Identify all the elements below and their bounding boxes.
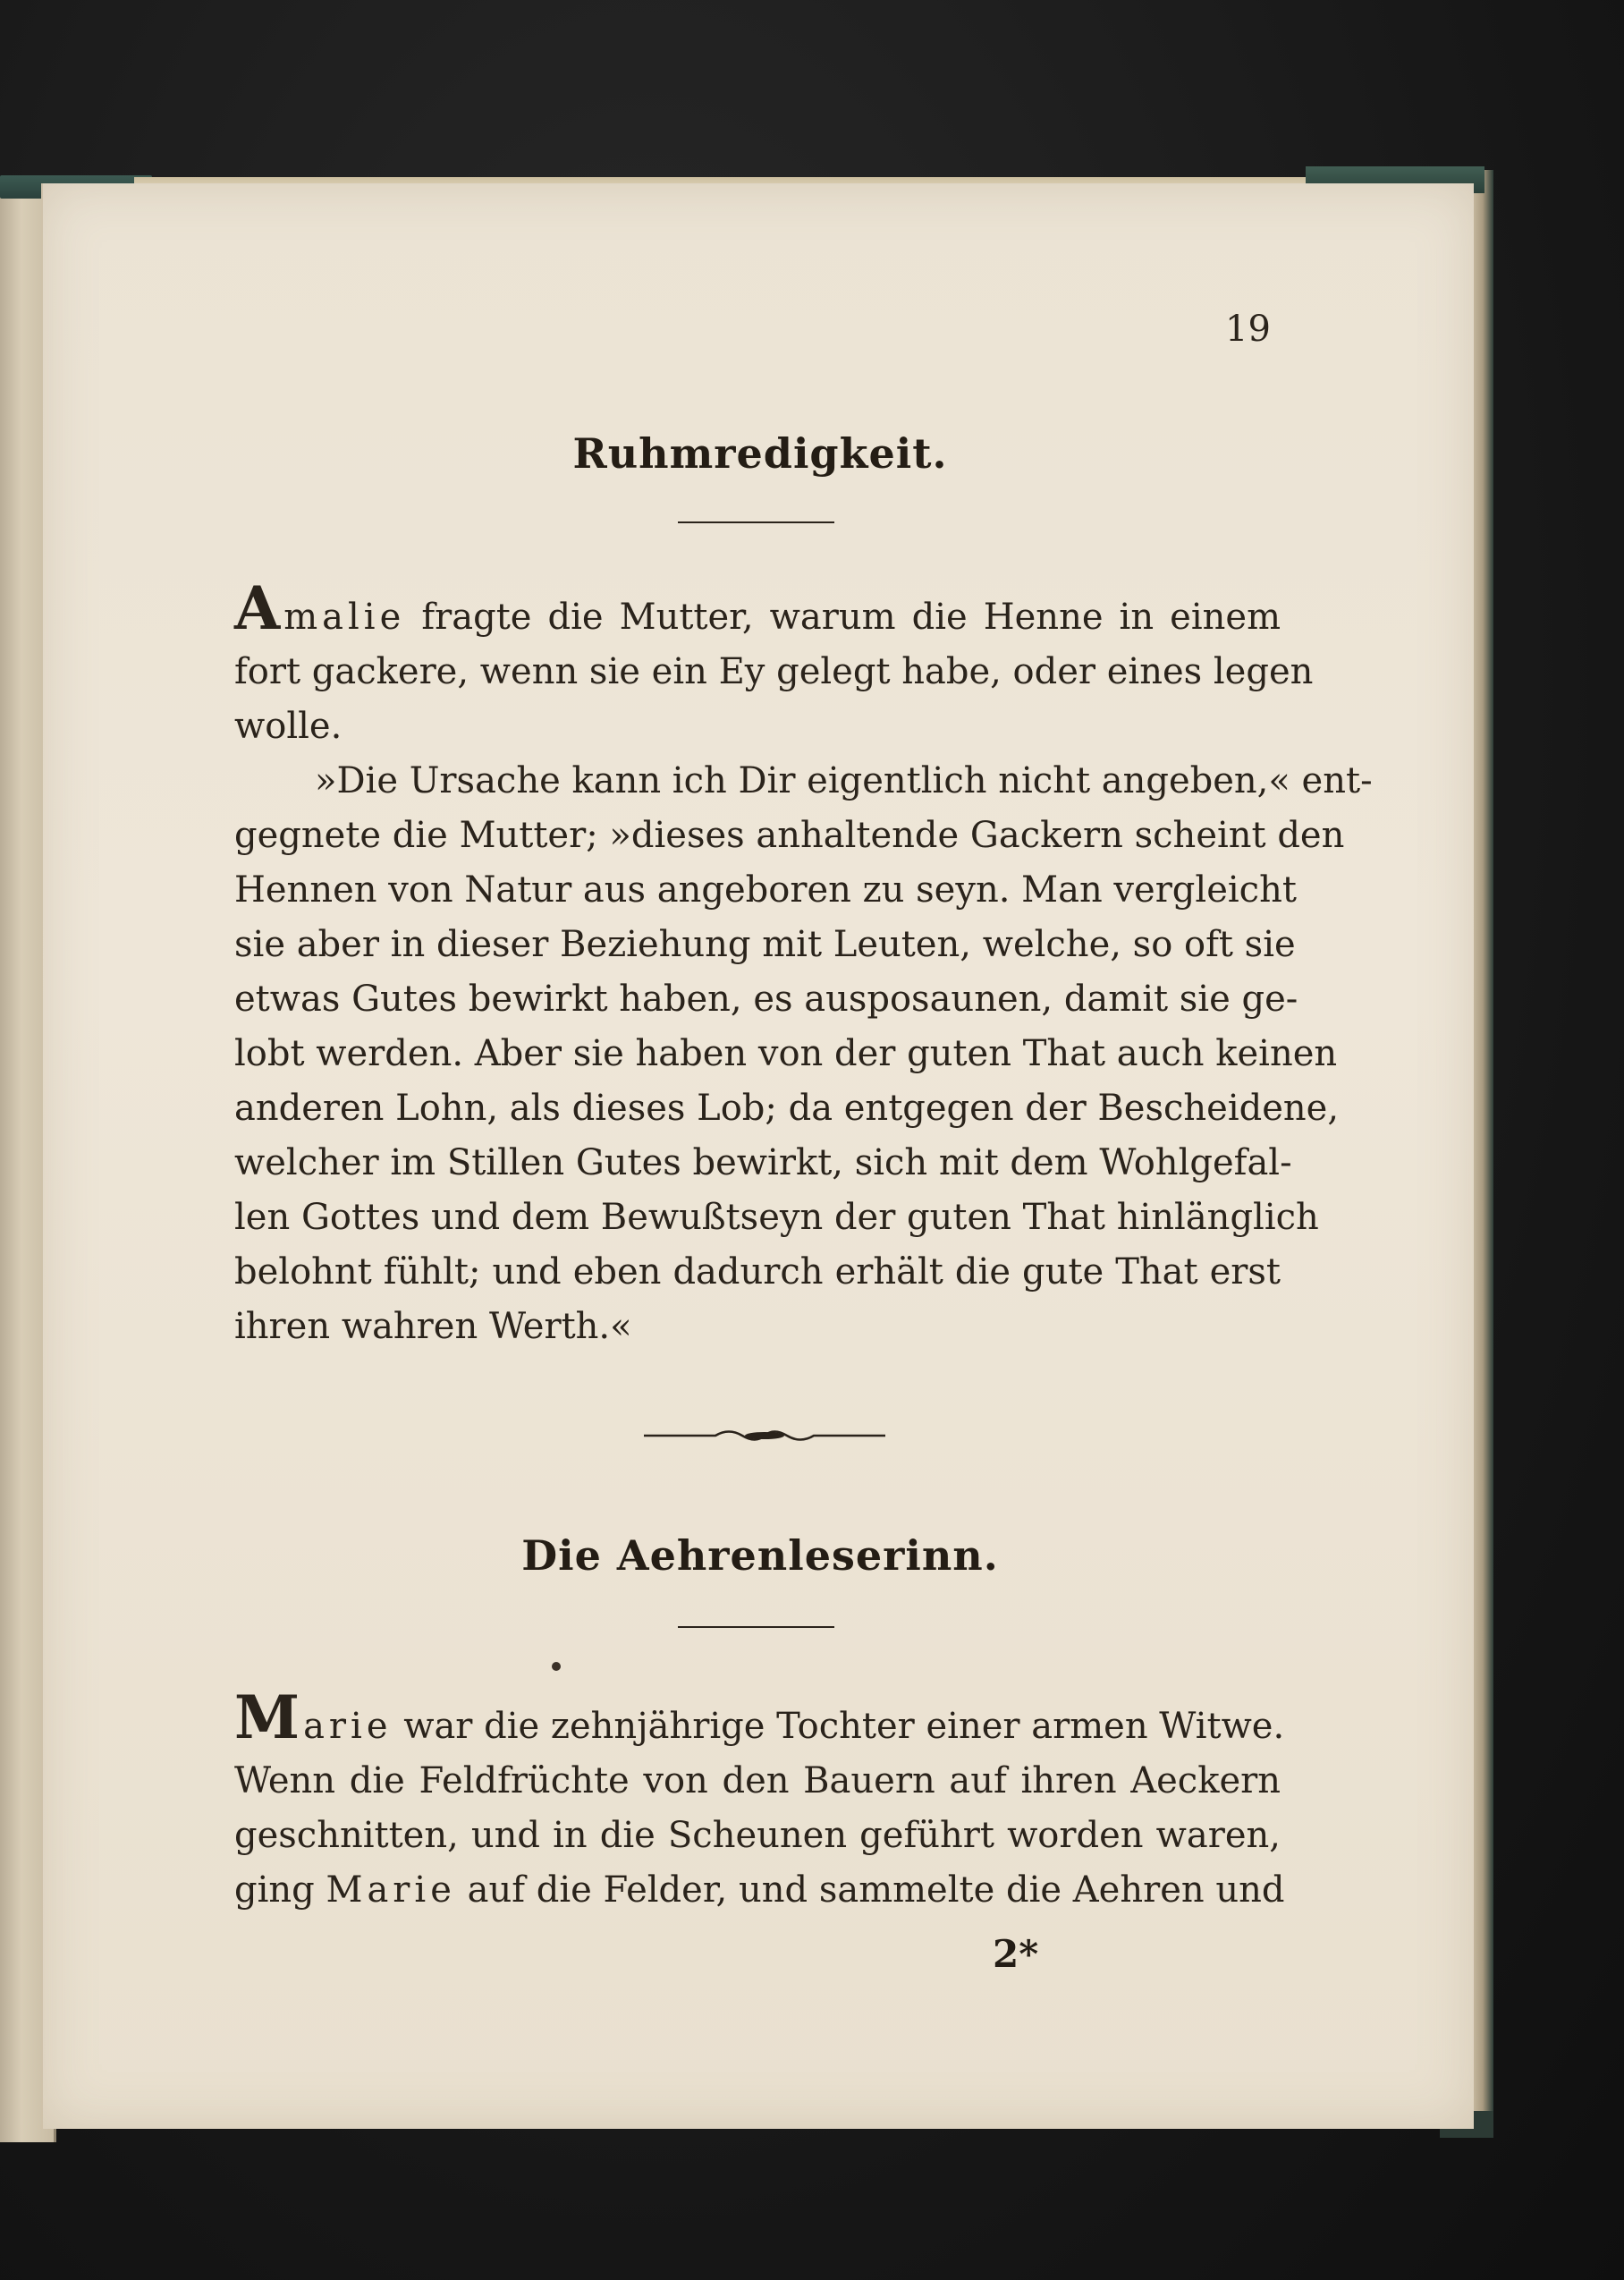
text-line: sie aber in dieser Beziehung mit Leuten, welche, so oft sie <box>234 924 1296 965</box>
signature-mark: 2* <box>993 1932 1039 1976</box>
text-line: ihren wahren Werth.« <box>234 1306 632 1347</box>
spaced-name: arie <box>303 1706 393 1747</box>
section-body-ruhmredigkeit <box>234 573 1373 1354</box>
line-text: war die zehnjährige Tochter einer armen Witwe. <box>392 1706 1285 1747</box>
section-title-ruhmredigkeit: Ruhmredigkeit. <box>572 429 948 478</box>
text-line: Wenn die Feldfrüchte von den Bauern auf ihren Aeckern <box>234 1760 1281 1801</box>
spaced-name: Marie <box>326 1869 456 1911</box>
text-line <box>234 1682 1285 1754</box>
drop-cap: A <box>234 573 281 643</box>
text-line: welcher im Stillen Gutes bewirkt, sich mit dem Wohlgefal- <box>234 1142 1292 1183</box>
text-line: anderen Lohn, als dieses Lob; da entgegen der Bescheidene, <box>234 1088 1340 1129</box>
ink-speck <box>552 1662 561 1671</box>
text-line: etwas Gutes bewirkt haben, es ausposaunen, damit sie ge- <box>234 979 1298 1020</box>
text-line: wolle. <box>234 706 343 747</box>
drop-cap: M <box>234 1682 300 1752</box>
line-text: fragte die Mutter, warum die Henne in einem <box>405 597 1281 638</box>
text-line: »Die Ursache kann ich Dir eigentlich nicht angeben,« ent- <box>315 760 1373 801</box>
text-line: len Gottes und dem Bewußtseyn der guten That hinlänglich <box>234 1197 1319 1238</box>
spaced-name: malie <box>283 597 406 638</box>
line-text: ging <box>234 1869 326 1911</box>
text-line: gegnete die Mutter; »dieses anhaltende Gackern scheint den <box>234 815 1345 856</box>
text-line <box>234 573 1281 645</box>
line-text: auf die Felder, und sammelte die Aehren und <box>455 1869 1285 1911</box>
title-underline-2 <box>678 1626 834 1628</box>
text-line: fort gackere, wenn sie ein Ey gelegt habe, oder eines legen <box>234 651 1314 692</box>
section-body-aehrenleserinn <box>234 1682 1285 1918</box>
ornamental-divider <box>644 1422 885 1449</box>
text-line: belohnt fühlt; und eben dadurch erhält die gute That erst <box>234 1251 1281 1293</box>
text-line: lobt werden. Aber sie haben von der guten That auch keinen <box>234 1033 1338 1074</box>
page-number: 19 <box>1225 309 1271 350</box>
text-line: Hennen von Natur aus angeboren zu seyn. Man vergleicht <box>234 869 1297 911</box>
text-line: geschnitten, und in die Scheunen geführt worden waren, <box>234 1815 1281 1856</box>
text-line <box>234 1863 1285 1918</box>
title-underline-1 <box>678 521 834 523</box>
section-title-aehrenleserinn: Die Aehrenleserinn. <box>521 1531 999 1580</box>
